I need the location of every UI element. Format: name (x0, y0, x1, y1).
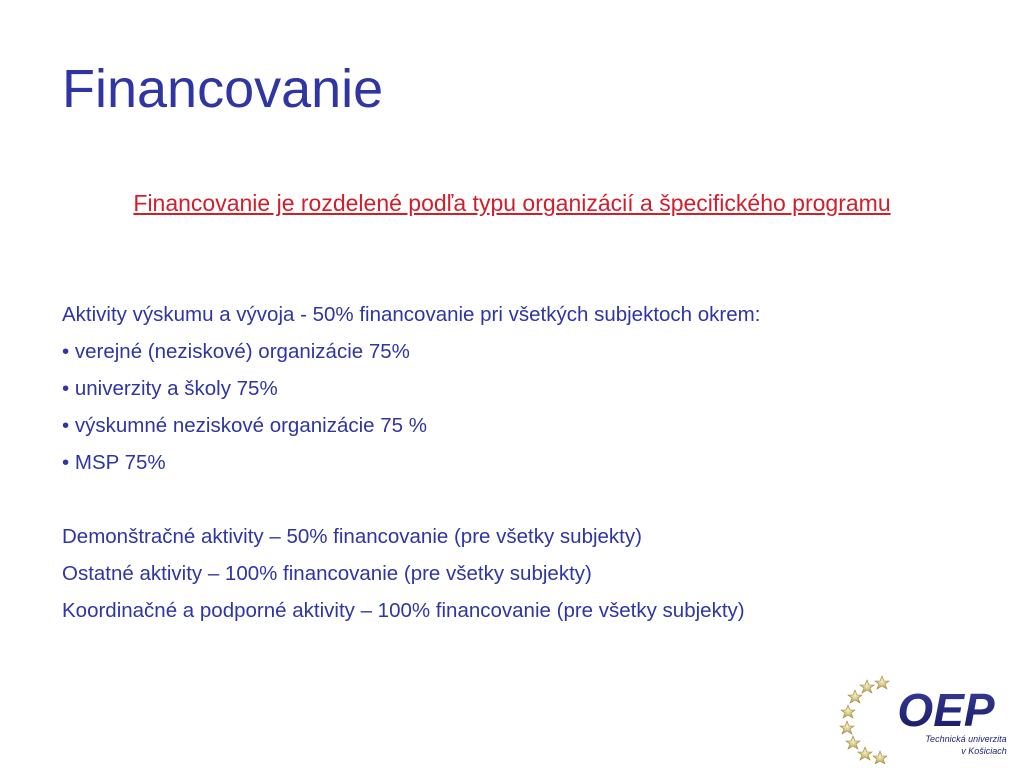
logo-caption-line2: v Košiciach (961, 746, 1007, 756)
logo-acronym: OEP (897, 684, 995, 736)
star-icon (860, 680, 874, 693)
spacer (62, 481, 982, 518)
bullet-item: • výskumné neziskové organizácie 75 % (62, 414, 427, 437)
oep-logo (834, 668, 1020, 764)
star-icon (873, 751, 887, 764)
star-icon-group (840, 676, 889, 764)
logo-caption-line1: Technická univerzita (925, 734, 1007, 744)
body-line: Ostatné aktivity – 100% financovanie (pre všetky subjekty) (62, 562, 592, 585)
body-line: Demonštračné aktivity – 50% financovanie (pre všetky subjekty) (62, 525, 642, 548)
bullet-item: • univerzity a školy 75% (62, 377, 278, 400)
research-intro: Aktivity výskumu a vývoja - 50% financovanie pri všetkých subjektoch okrem: (62, 303, 761, 326)
star-icon (848, 690, 862, 703)
star-icon (875, 676, 889, 689)
body-line: Koordinačné a podporné aktivity – 100% financovanie (pre všetky subjekty) (62, 599, 745, 622)
star-icon (846, 736, 860, 749)
star-icon (858, 747, 872, 760)
slide-subtitle: Financovanie je rozdelené podľa typu organizácií a špecifického programu (133, 190, 891, 216)
slide-title: Financovanie (62, 59, 384, 119)
star-icon (840, 721, 854, 734)
bullet-item: • MSP 75% (62, 451, 166, 474)
slide-body (62, 296, 982, 629)
oep-logo-graphic (834, 668, 1020, 764)
star-icon (841, 705, 855, 718)
bullet-item: • verejné (neziskové) organizácie 75% (62, 340, 410, 363)
